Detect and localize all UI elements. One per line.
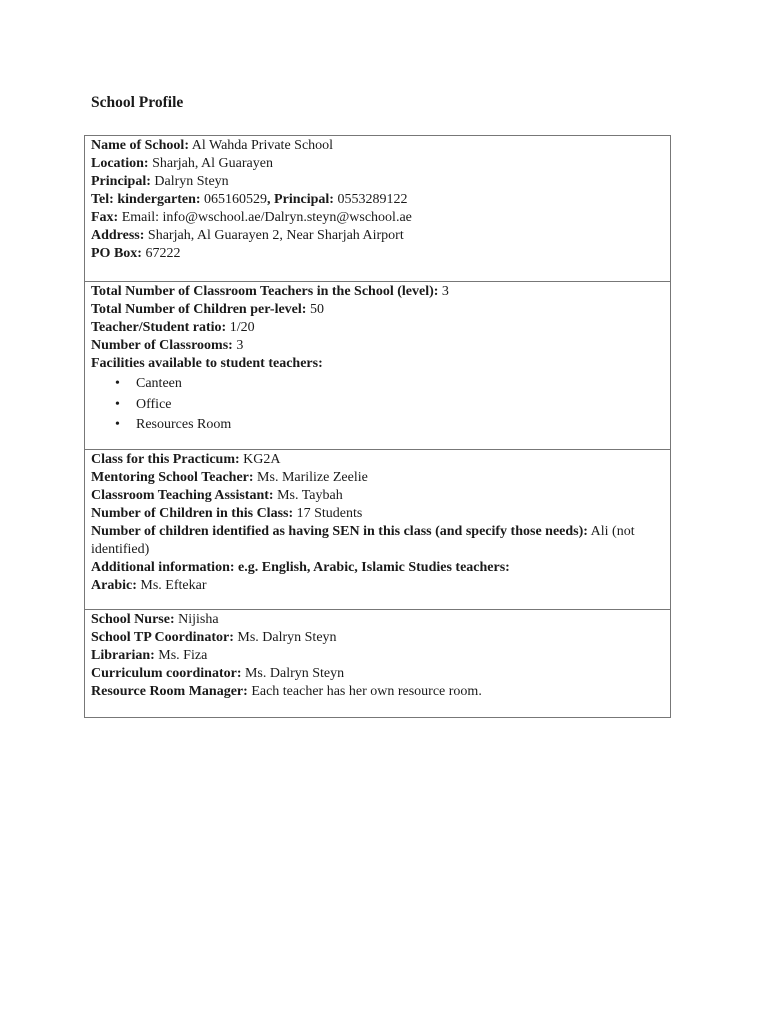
total-children-line bbox=[91, 301, 664, 319]
facility-label: Office bbox=[136, 396, 172, 412]
table-row bbox=[85, 610, 671, 718]
tel-kindergarten-value: 065160529 bbox=[204, 192, 268, 207]
school-name-value: Al Wahda Private School bbox=[191, 138, 334, 153]
staffing-cell bbox=[85, 282, 671, 450]
assistant-label: Classroom Teaching Assistant: bbox=[91, 488, 274, 503]
total-children-value: 50 bbox=[309, 302, 324, 317]
curriculum-label: Curriculum coordinator: bbox=[91, 666, 242, 681]
arabic-line bbox=[91, 577, 664, 595]
tp-coordinator-line bbox=[91, 629, 664, 647]
bullet-icon: • bbox=[115, 417, 120, 432]
page-title: School Profile bbox=[91, 94, 184, 111]
mentor-value: Ms. Marilize Zeelie bbox=[257, 470, 368, 485]
resource-manager-label: Resource Room Manager: bbox=[91, 684, 248, 699]
tel-separator: , bbox=[267, 192, 271, 207]
total-children-label: Total Number of Children per-level: bbox=[91, 302, 307, 317]
tp-coordinator-label: School TP Coordinator: bbox=[91, 630, 234, 645]
location-label: Location: bbox=[91, 156, 149, 171]
sen-line bbox=[91, 523, 664, 559]
librarian-label: Librarian: bbox=[91, 648, 155, 663]
facilities-list bbox=[91, 374, 664, 436]
tel-principal-value: 0553289122 bbox=[337, 192, 408, 207]
table-row bbox=[85, 282, 671, 450]
tp-coordinator-value: Ms. Dalryn Steyn bbox=[237, 630, 337, 645]
bullet-icon: • bbox=[115, 376, 120, 391]
arabic-value: Ms. Eftekar bbox=[140, 578, 207, 593]
fax-label: Fax: bbox=[91, 210, 119, 225]
nurse-value: Nijisha bbox=[178, 612, 219, 627]
librarian-line bbox=[91, 647, 664, 665]
school-info-cell bbox=[85, 136, 671, 282]
tel-line bbox=[91, 191, 664, 209]
ratio-label: Teacher/Student ratio: bbox=[91, 320, 227, 335]
po-box-value: 67222 bbox=[145, 246, 181, 261]
location-line bbox=[91, 155, 664, 173]
tel-label: Tel: kindergarten: bbox=[91, 192, 201, 207]
additional-info-line bbox=[91, 559, 664, 577]
classrooms-label: Number of Classrooms: bbox=[91, 338, 233, 353]
facility-label: Canteen bbox=[136, 376, 182, 391]
nurse-label: School Nurse: bbox=[91, 612, 175, 627]
assistant-value: Ms. Taybah bbox=[277, 488, 343, 503]
additional-info-label: Additional information: e.g. English, Arabic, Islamic Studies teachers: bbox=[91, 560, 510, 575]
assistant-line bbox=[91, 487, 664, 505]
sen-value: Ali (not identified) bbox=[91, 524, 635, 557]
principal-label: Principal: bbox=[91, 174, 151, 189]
class-value: KG2A bbox=[243, 452, 281, 467]
classrooms-value: 3 bbox=[236, 338, 244, 353]
curriculum-value: Ms. Dalryn Steyn bbox=[244, 666, 345, 681]
sen-label: Number of children identified as having SEN in this class (and specify those needs): bbox=[91, 524, 588, 539]
librarian-value: Ms. Fiza bbox=[158, 648, 208, 663]
table-row bbox=[85, 450, 671, 610]
class-line bbox=[91, 451, 664, 469]
facilities-line bbox=[91, 355, 664, 373]
resource-manager-value: Each teacher has her own resource room. bbox=[251, 684, 482, 699]
address-label: Address: bbox=[91, 228, 145, 243]
fax-line bbox=[91, 209, 664, 227]
po-box-label: PO Box: bbox=[91, 246, 142, 261]
total-teachers-label: Total Number of Classroom Teachers in the School (level): bbox=[91, 284, 439, 299]
arabic-label: Arabic: bbox=[91, 578, 137, 593]
nurse-line bbox=[91, 611, 664, 629]
mentor-label: Mentoring School Teacher: bbox=[91, 470, 254, 485]
ratio-line bbox=[91, 319, 664, 337]
practicum-cell bbox=[85, 450, 671, 610]
staff-contacts-cell bbox=[85, 610, 671, 718]
list-item bbox=[115, 395, 664, 416]
table-row bbox=[85, 136, 671, 282]
resource-manager-line bbox=[91, 683, 664, 701]
list-item bbox=[115, 415, 664, 436]
bullet-icon: • bbox=[115, 396, 120, 412]
address-value: Sharjah, Al Guarayen 2, Near Sharjah Airport bbox=[147, 228, 404, 243]
classrooms-line bbox=[91, 337, 664, 355]
facilities-label: Facilities available to student teachers: bbox=[91, 356, 323, 371]
address-line bbox=[91, 227, 664, 245]
principal-value: Dalryn Steyn bbox=[154, 174, 229, 189]
school-profile-table bbox=[84, 135, 671, 718]
ratio-value: 1/20 bbox=[229, 320, 255, 335]
principal-line bbox=[91, 173, 664, 191]
facility-label: Resources Room bbox=[136, 417, 232, 432]
po-box-line bbox=[91, 245, 664, 263]
total-teachers-line bbox=[91, 283, 664, 301]
mentor-line bbox=[91, 469, 664, 487]
children-count-value: 17 Students bbox=[296, 506, 363, 521]
children-count-label: Number of Children in this Class: bbox=[91, 506, 294, 521]
curriculum-line bbox=[91, 665, 664, 683]
school-name-line bbox=[91, 137, 664, 155]
tel-principal-label: Principal: bbox=[274, 192, 334, 207]
location-value: Sharjah, Al Guarayen bbox=[152, 156, 273, 171]
school-name-label: Name of School: bbox=[91, 138, 189, 153]
class-label: Class for this Practicum: bbox=[91, 452, 240, 467]
fax-value: Email: info@wschool.ae/Dalryn.steyn@wschool.ae bbox=[121, 210, 412, 225]
children-count-line bbox=[91, 505, 664, 523]
total-teachers-value: 3 bbox=[441, 284, 449, 299]
list-item bbox=[115, 374, 664, 395]
